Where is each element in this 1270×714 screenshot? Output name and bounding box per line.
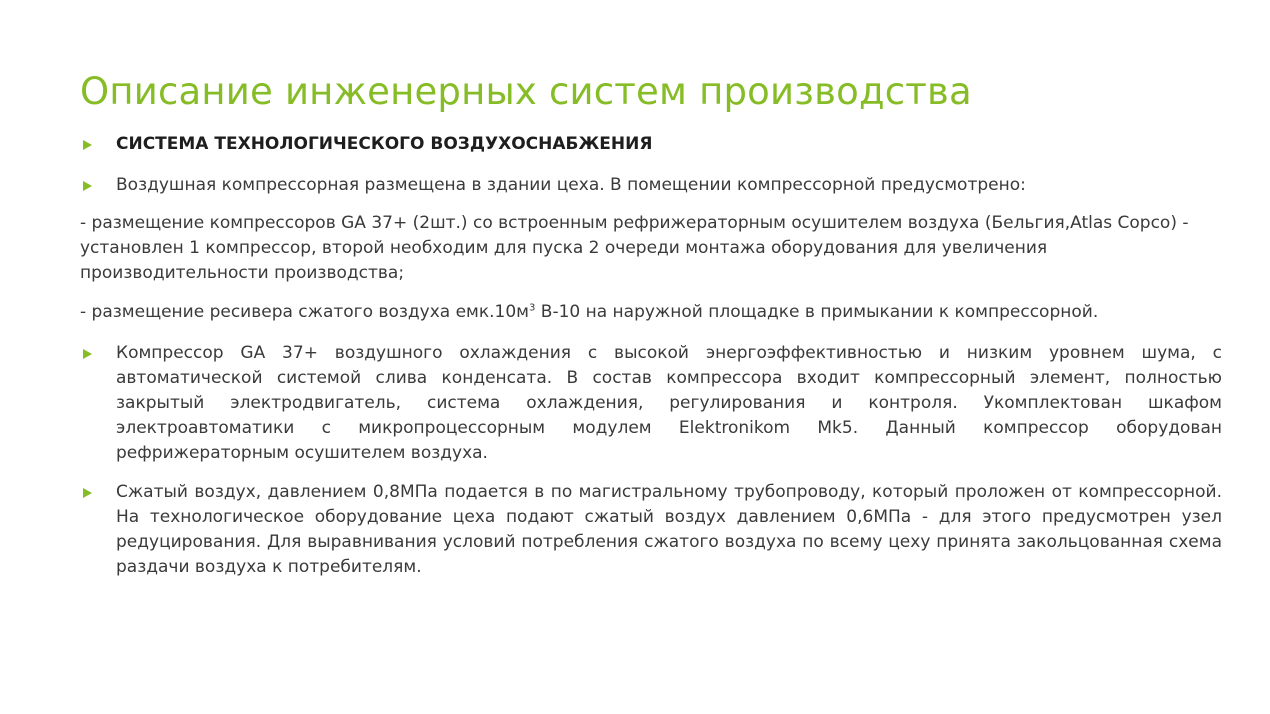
triangle-bullet-icon	[83, 140, 92, 150]
dash-item-1-text: - размещение компрессоров GA 37+ (2шт.) со встроенным рефрижераторным осушителем воздуха (Бельгия,Atlas Copco) - установлен 1 компрессор, второй необходим для пуска 2 очереди монтажа оборудования для увеличения производительности производства;	[80, 213, 1189, 283]
dash-item-2-before: - размещение ресивера сжатого воздуха емк.10м	[80, 302, 529, 322]
dash-item-1	[80, 211, 1222, 286]
dash-item-2	[80, 300, 1222, 325]
compressor-text: Компрессор GA 37+ воздушного охлаждения с высокой энергоэффективностью и низким уровнем шума, с автоматической системой слива конденсата. В состав компрессора входит компрессорный элемент, полностью закрытый электродвигатель, система охлаждения, регулирования и контроля. Укомплектован шкафом электроавтоматики с микропроцессорным модулем Elektronikom Mk5. Данный компрессор оборудован рефрижераторным осушителем воздуха.	[116, 343, 1222, 463]
triangle-bullet-icon	[83, 349, 92, 359]
air-text: Сжатый воздух, давлением 0,8МПа подается в по магистральному трубопроводу, который проложен от компрессорной. На технологическое оборудование цеха подают сжатый воздух давлением 0,6МПа - для этого предусмотрен узел редуцирования. Для выравнивания условий потребления сжатого воздуха по всему цеху принята закольцованная схема раздачи воздуха к потребителям.	[116, 482, 1222, 577]
superscript-3: 3	[529, 302, 536, 314]
triangle-bullet-icon	[83, 181, 92, 191]
intro-item	[80, 173, 1222, 198]
slide-title: Описание инженерных систем производства	[80, 70, 972, 113]
intro-text: Воздушная компрессорная размещена в здании цеха. В помещении компрессорной предусмотрено:	[116, 175, 1026, 195]
heading-item	[80, 132, 1222, 157]
slide-content	[80, 132, 1222, 580]
compressor-item	[80, 341, 1222, 466]
triangle-bullet-icon	[83, 488, 92, 498]
dash-item-2-after: В-10 на наружной площадке в примыкании к компрессорной.	[535, 302, 1099, 322]
section-heading: СИСТЕМА ТЕХНОЛОГИЧЕСКОГО ВОЗДУХОСНАБЖЕНИЯ	[116, 134, 653, 154]
air-item	[80, 480, 1222, 580]
